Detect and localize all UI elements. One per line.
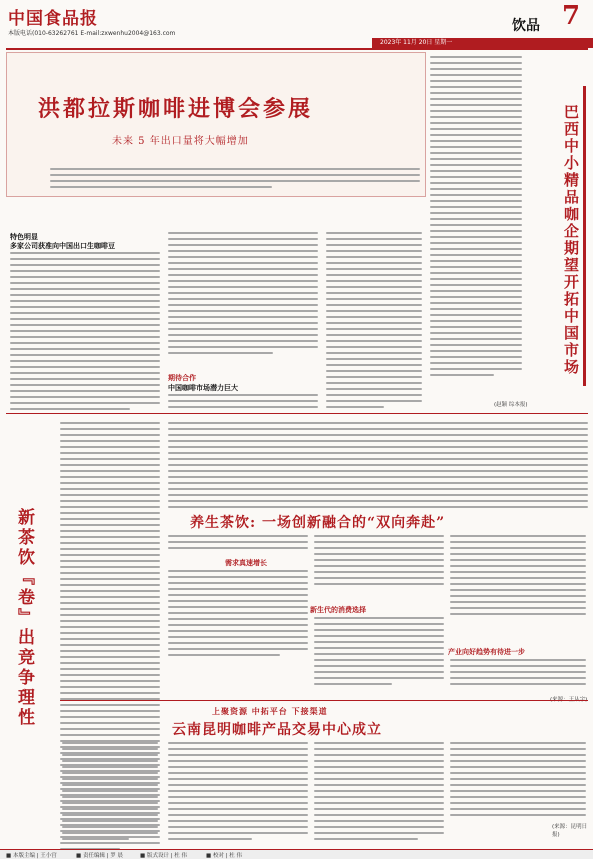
article-column (326, 232, 422, 412)
page-number: 7 (562, 1, 581, 31)
article-column (168, 570, 308, 660)
article-credit: (赵颖 综本报) (494, 402, 528, 408)
section-subhead: 多家公司获准向中国出口生咖啡豆 (10, 242, 115, 250)
article-credit: (来源：昆明日报) (552, 824, 588, 838)
section-subhead: 期待合作 (168, 374, 196, 382)
article-column (168, 535, 308, 553)
section-subhead: 中国咖啡市场潜力巨大 (168, 384, 238, 392)
article-column (450, 535, 586, 619)
section-divider (6, 413, 588, 414)
left-vertical-headline[interactable]: 新茶饮『卷』出竞争理性 (14, 508, 34, 728)
section-name: 饮品 (512, 18, 540, 34)
lead-subheadline: 未来 5 年出口量将大幅增加 (112, 136, 249, 147)
tea-intro (168, 422, 588, 512)
right-accent-bar (583, 86, 586, 386)
tea-subhead: 产业向好趋势有待进一步 (448, 648, 525, 656)
article-column (450, 659, 586, 689)
tea-subhead: 需求真速增长 (225, 559, 267, 567)
lead-intro-text (50, 168, 420, 192)
date-bar: 2023年 11月 20日 星期一 (372, 38, 593, 48)
right-column-headline[interactable]: 巴西中小精品咖企期望开拓中国市场 (562, 104, 580, 376)
article-column (168, 394, 318, 412)
tea-headline[interactable]: 养生茶饮: 一场创新融合的“双向奔赴” (190, 515, 446, 531)
article-column (314, 617, 444, 689)
article-credit (550, 695, 587, 703)
article-column (62, 742, 158, 844)
yunnan-headline[interactable]: 云南昆明咖啡产品交易中心成立 (172, 722, 382, 738)
footer-layout: ■ 版式设计 | 杜 伟 (140, 853, 188, 859)
right-column-body (430, 56, 522, 380)
tea-subhead: 新生代的消费选择 (310, 606, 366, 614)
footer-proofreader: ■ 校对 | 杜 伟 (206, 853, 243, 859)
footer-duty-editor: ■ 责任编辑 | 罗 晨 (76, 853, 124, 859)
footer-editor: ■ 本版主编 | 王小宫 (6, 853, 57, 859)
article-column (10, 252, 160, 414)
lead-headline[interactable]: 洪都拉斯咖啡进博会参展 (38, 96, 314, 122)
top-rule (6, 48, 588, 50)
contact-line: 本版电话(010-63262761 E-mail:zxwenhu2004@163.com (8, 30, 176, 37)
article-column (314, 742, 444, 844)
section-subhead: 特色明显 (10, 233, 38, 241)
article-column (168, 232, 318, 358)
section-divider (60, 700, 588, 701)
newspaper-logo: 中国食品报 (8, 9, 98, 29)
article-column (168, 742, 308, 844)
article-column (450, 742, 586, 820)
yunnan-kicker: 上聚资源 中拓平台 下接渠道 (212, 707, 328, 716)
article-column (314, 535, 444, 589)
